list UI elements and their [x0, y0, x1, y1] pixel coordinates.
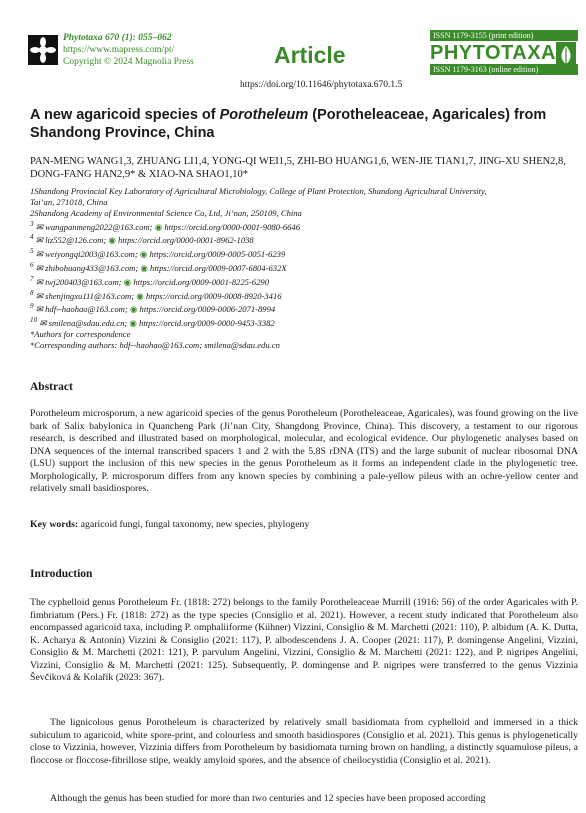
contact-number: 6 [30, 261, 34, 270]
authors-line-2: DONG-FANG HAN2,9* & XIAO-NA SHAO1,10* [30, 169, 248, 180]
contact-orcid[interactable]: https://orcid.org/0000-0001-9080-6646 [164, 221, 301, 232]
contact-number: 7 [30, 274, 34, 283]
affiliation-2: 2Shandong Academy of Environmental Science Co, Ltd, Ji’nan, 250109, China [30, 207, 302, 218]
affiliation-1-cont: Tai’an, 271018, China [30, 196, 108, 207]
orcid-icon: ◉ [154, 221, 163, 232]
contact-email[interactable]: twj200403@163.com; [45, 276, 122, 287]
intro-paragraph-1: The cyphelloid genus Porotheleum Fr. (1818: 272) belongs to the family Porotheleaceae Murrill (1916: 56) of the order Agaricales with P. fimbriatum (Pers.) Fr. (1818: 272) as the type species (Consiglio et al. 2021). However, a recent study indicated that Porotheleum also encompassed agaricoid taxa, including P. omphaliiforme (Kühner) Vizzini, Consiglio & M. Marchetti (2021: 110), P. albidum (A. K. Dutta, K. Acharya & Antonín) Vizzini & Consiglio (2021: 117), P. albodescendens J. A. Cooper (2021: 117), P. domingense Angelini, Vizzini, Consiglio & M. Marchetti (2021: 121), P. parvulum Angelini, Vizzini, Consiglio & M. Marchetti (2021: 122), and P. nigripes Angelini, Vizzini, Consiglio & M. Marchetti (2021: 125). Subsequently, P. domingense and P. nigripes were transferred to the genus Vizzinia Ševčíková & Kolařík (2023: 367). [30, 597, 578, 683]
contact-number: 10 [30, 316, 38, 325]
contact-orcid[interactable]: https://orcid.org/0009-0000-9453-3382 [139, 317, 275, 328]
contact-email[interactable]: hdf--haohao@163.com; [45, 304, 128, 315]
issn-online: ISSN 1179-3163 (online edition) [430, 64, 578, 75]
authors-note: *Authors for correspondence [30, 328, 131, 339]
contact-orcid[interactable]: https://orcid.org/0000-0001-8962-1038 [118, 235, 254, 246]
contact-orcid[interactable]: https://orcid.org/0009-0006-2071-8994 [139, 304, 276, 315]
keywords [30, 519, 309, 530]
copyright: Copyright © 2024 Magnolia Press [63, 57, 194, 67]
orcid-icon: ◉ [136, 290, 144, 301]
journal-url[interactable]: https://www.mapress.com/pt/ [63, 45, 175, 55]
contact-line [30, 288, 575, 302]
journal-citation: Phytotaxa 670 (1): 055–062 [63, 33, 172, 43]
contact-number: 4 [30, 233, 34, 242]
mail-icon: ✉ [35, 262, 43, 273]
keywords-label: Key words: [30, 519, 79, 530]
mail-icon: ✉ [35, 290, 43, 301]
contact-number: 8 [30, 288, 34, 297]
author-list [30, 155, 578, 181]
keywords-list: agaricoid fungi, fungal taxonomy, new species, phylogeny [80, 519, 310, 530]
affiliations [30, 186, 575, 351]
abstract-heading: Abstract [30, 381, 73, 393]
contact-orcid[interactable]: https://orcid.org/0009-0005-0051-6239 [149, 249, 286, 260]
magnolia-press-logo [28, 35, 58, 65]
contact-email[interactable]: zhibohuang433@163.com; [45, 262, 139, 273]
orcid-icon: ◉ [108, 235, 116, 246]
contact-line [30, 315, 575, 329]
contact-line [30, 260, 575, 274]
contact-list [30, 219, 575, 329]
mail-icon: ✉ [35, 304, 43, 315]
phytotaxa-leaf-icon [556, 42, 576, 68]
intro-paragraph-2: The lignicolous genus Porotheleum is characterized by relatively small basidiomata from cyphelloid and immersed in a thick subiculum to agaricoid, white spore-print, and colourless and smooth basidiospores (Consiglio et al. 2021). This genus is phylogenetically close to Vizzinia, however, Vizzinia differs from Porotheleum by basidiomata turning brown on handling, a distinctly squamulose pileus, a floccose or floccose-fibrillose stipe, weakly amyloid spores, and the absence of cheilocystidia (Consiglio et al. 2021). [30, 717, 578, 766]
doi[interactable]: https://doi.org/10.11646/phytotaxa.670.1.5 [240, 80, 403, 90]
contact-email[interactable]: shenjingxu111@163.com; [45, 290, 135, 301]
contact-orcid[interactable]: https://orcid.org/0009-0008-8920-3416 [145, 290, 282, 301]
article-label: Article [274, 42, 346, 68]
contact-number: 9 [30, 302, 34, 311]
orcid-icon: ◉ [139, 249, 148, 260]
mail-icon: ✉ [35, 235, 43, 246]
contact-orcid[interactable]: https://orcid.org/0009-0001-8225-6290 [133, 276, 269, 287]
corresponding-authors: *Corresponding authors: hdf--haohao@163.com; smilena@sdau.edu.cn [30, 339, 280, 350]
orcid-icon: ◉ [129, 317, 137, 328]
contact-line [30, 219, 575, 233]
introduction-heading: Introduction [30, 568, 93, 580]
contact-email[interactable]: wangpanmeng2022@163.com; [45, 221, 153, 232]
contact-line [30, 274, 575, 288]
mail-icon: ✉ [35, 221, 43, 232]
brand-name: PHYTOTAXA [430, 42, 556, 64]
contact-email[interactable]: weiyongqi2003@163.com; [45, 249, 138, 260]
contact-number: 3 [30, 219, 34, 228]
contact-line [30, 246, 575, 260]
journal-brand [430, 30, 578, 75]
contact-email[interactable]: liz552@126.com; [45, 235, 107, 246]
affiliation-1: 1Shandong Provincial Key Laboratory of Agricultural Microbiology, College of Plant Protection, Shandong Agricultural University, [30, 186, 487, 196]
orcid-icon: ◉ [140, 262, 148, 273]
intro-paragraph-3: Although the genus has been studied for more than two centuries and 12 species have been proposed according [50, 793, 486, 804]
contact-number: 5 [30, 247, 34, 256]
mail-icon: ✉ [39, 317, 47, 328]
authors-line-1: PAN-MENG WANG1,3, ZHUANG LI1,4, YONG-QI WEI1,5, ZHI-BO HUANG1,6, WEN-JIE TIAN1,7, JING-XU SHEN2,8, [30, 156, 566, 167]
orcid-icon: ◉ [129, 304, 138, 315]
contact-orcid[interactable]: https://orcid.org/0009-0007-6804-632X [150, 262, 287, 273]
contact-line [30, 301, 575, 315]
contact-email[interactable]: smilena@sdau.edu.cn; [48, 317, 128, 328]
orcid-icon: ◉ [123, 276, 132, 287]
contact-line [30, 232, 575, 246]
abstract-text: Porotheleum microsporum, a new agaricoid species of the genus Porotheleum (Porotheleaceae, Agaricales), was found growing on the live bark of Salix babylonica in Quancheng Park (Ji’nan City, Shangdong Province, China). This discovery, a testament to our rigorous research, is described and illustrated based on morphological, molecular, and ecological evidence. Our phylogenetic analyses based on DNA sequences of the internal transcribed spacers 1 and 2 with the 5.8S rDNA (ITS) and the large subunit of nuclear ribosomal DNA (LSU) support the inclusion of this new species in the genus Porotheleum as it forms an independent clade in the phylogenetic tree. Morphologically, P. microsporum differs from any known species by combining a pale-yellow pileus with an ochre-yellow center and relatively small basidiospores. [30, 408, 578, 494]
mail-icon: ✉ [35, 276, 43, 287]
mail-icon: ✉ [35, 249, 43, 260]
issn-print: ISSN 1179-3155 (print edition) [430, 30, 578, 41]
paper-title: A new agaricoid species of Porotheleum (Porotheleaceae, Agaricales) from Shandong Province, China [30, 107, 547, 141]
